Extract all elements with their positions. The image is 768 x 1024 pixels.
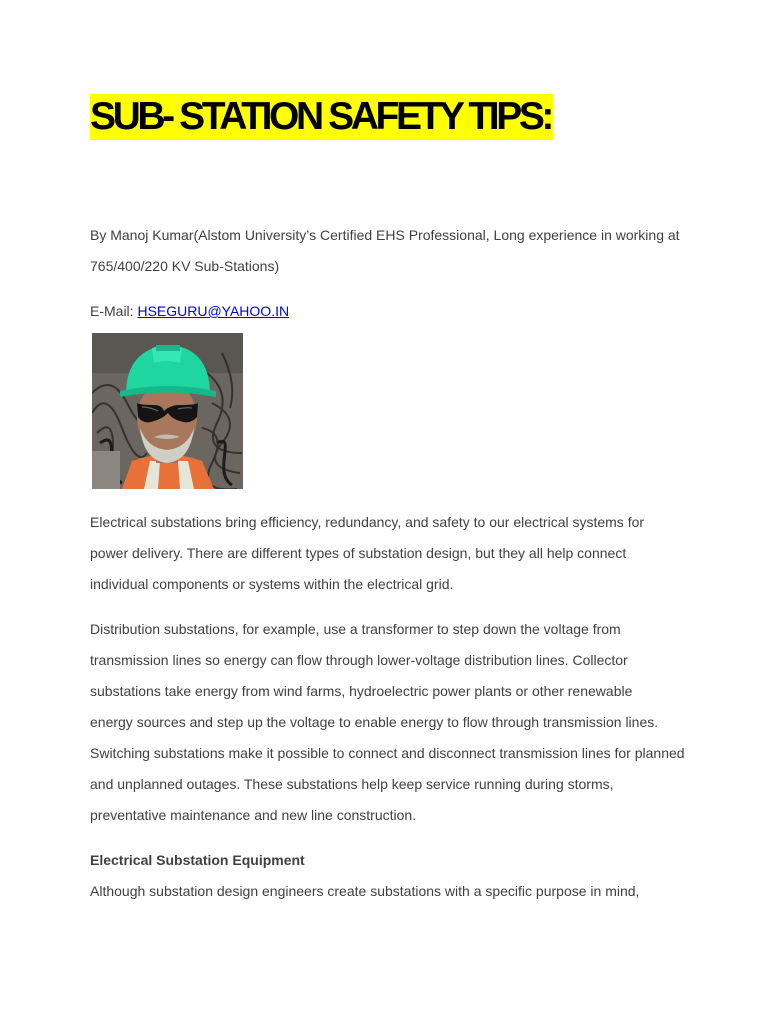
paragraph-line: Distribution substations, for example, use a transformer to step down the voltage from (90, 621, 621, 637)
page-title: SUB- STATION SAFETY TIPS: (90, 95, 552, 138)
section-heading: Electrical Substation Equipment (90, 852, 305, 868)
paragraph-line: Although substation design engineers create substations with a specific purpose in mind, (90, 883, 640, 899)
distribution-paragraph (90, 614, 690, 831)
paragraph-line: Switching substations make it possible to connect and disconnect transmission lines for planned (90, 745, 685, 761)
email-label: E-Mail: (90, 303, 138, 319)
paragraph-line: transmission lines so energy can flow through lower-voltage distribution lines. Collector (90, 652, 628, 668)
paragraph-line: and unplanned outages. These substations help keep service running during storms, (90, 776, 614, 792)
intro-paragraph (90, 507, 690, 600)
paragraph-line: substations take energy from wind farms, hydroelectric power plants or other renewable (90, 683, 633, 699)
author-photo (92, 333, 243, 489)
email-link[interactable]: HSEGURU@YAHOO.IN (137, 303, 290, 319)
byline-line: By Manoj Kumar(Alstom University’s Certified EHS Professional, Long experience in working at (90, 227, 680, 243)
paragraph-line: Electrical substations bring efficiency, redundancy, and safety to our electrical systems for (90, 514, 645, 530)
section-paragraph (90, 876, 690, 907)
paragraph-line: individual components or systems within the electrical grid. (90, 576, 454, 592)
author-byline (90, 220, 690, 282)
paragraph-line: energy sources and step up the voltage to enable energy to flow through transmission lines. (90, 714, 659, 730)
email-line (90, 296, 289, 327)
byline-line: 765/400/220 KV Sub-Stations) (90, 258, 280, 274)
paragraph-line: power delivery. There are different types of substation design, but they all help connect (90, 545, 627, 561)
paragraph-line: preventative maintenance and new line construction. (90, 807, 417, 823)
